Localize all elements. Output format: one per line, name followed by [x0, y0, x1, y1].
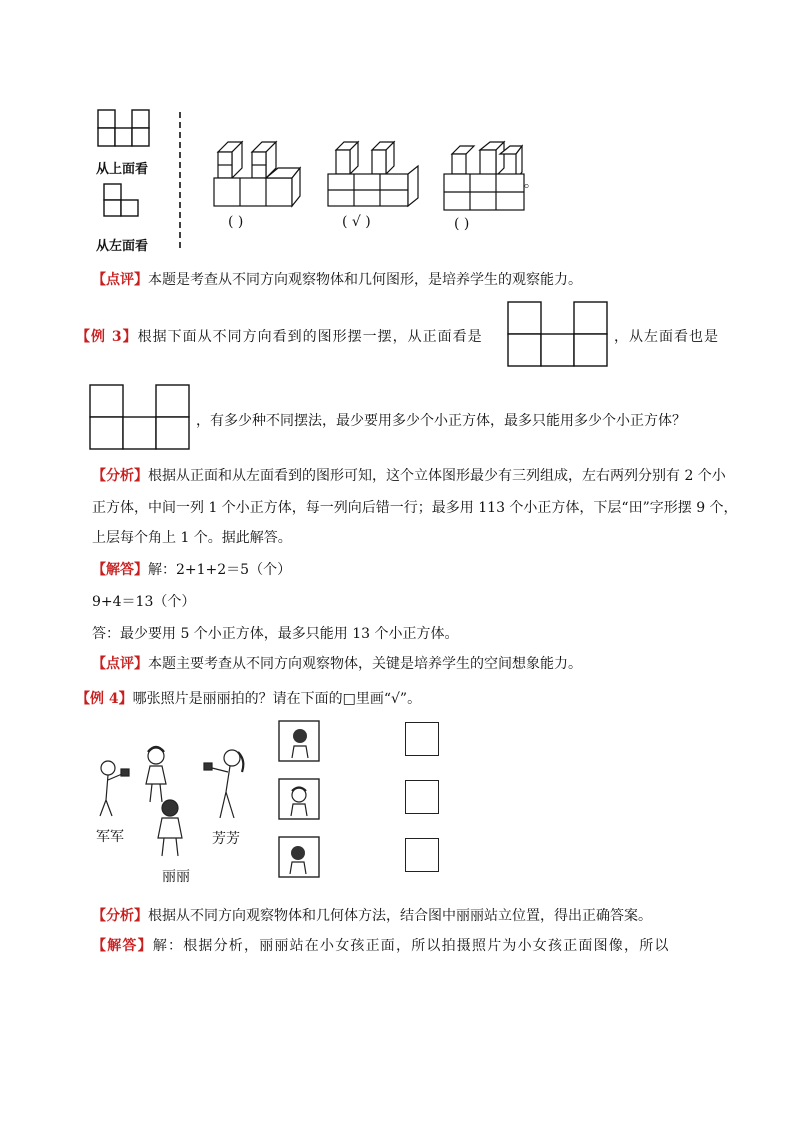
ex3-analysis-line2: 正方体，中间一列 1 个小正方体，每一列向后错一行；最多用 113 个小正方体，下层“田”字形摆 9 个， — [92, 500, 738, 516]
photo-3 — [278, 836, 320, 878]
front-view-grid — [508, 302, 608, 368]
ex3-answer-line1 — [92, 560, 291, 580]
divider-line — [178, 112, 182, 248]
label-junjun: 军军 — [96, 829, 124, 845]
left-view-label: 从左面看 — [96, 239, 149, 254]
ex3-question-part1: 根据下面从不同方向看到的图形摆一摆，从正面看是 — [137, 329, 483, 345]
center-girl-figure — [146, 747, 166, 802]
ex3-answer-line3: 答：最少要用 5 个小正方体，最多只能用 13 个小正方体。 — [92, 626, 459, 642]
answer-tag: 【解答】 — [92, 562, 148, 578]
label-fangfang: 芳芳 — [212, 831, 240, 847]
left-view-grid — [104, 184, 144, 232]
choice-b[interactable]: ( √ ) — [342, 214, 371, 230]
comment-tag: 【点评】 — [92, 656, 148, 672]
ex3-question-part3: ，有多少种不同摆法，最少要用多少个小正方体，最多只能用多少个小正方体？ — [196, 413, 686, 429]
ex4-tag: 【例 4】 — [76, 691, 133, 707]
lili-figure — [158, 800, 182, 856]
cube-shape-a — [208, 132, 308, 216]
comment-tag: 【点评】 — [92, 272, 148, 288]
ex3-answer-line2: 9+4＝13（个） — [92, 594, 196, 610]
ex3-analysis-line3: 上层每个角上 1 个。据此解答。 — [92, 530, 292, 546]
top-view-grid — [98, 110, 152, 150]
left-view-grid-ex3 — [90, 385, 190, 451]
ex4-analysis — [92, 906, 652, 926]
junjun-figure — [100, 761, 129, 816]
ex3-question-part2: ，从左面看也是 — [614, 329, 719, 345]
trailing-period: 。 — [524, 175, 538, 191]
ex3-question-line1 — [76, 326, 483, 346]
children-scene — [92, 738, 262, 874]
label-lili: 丽丽 — [162, 869, 190, 885]
answer-box-3[interactable] — [405, 838, 439, 872]
comment-text: 本题是考查从不同方向观察物体和几何图形，是培养学生的观察能力。 — [148, 272, 582, 288]
choice-a[interactable]: ( ) — [228, 214, 244, 230]
choice-c[interactable]: ( ) — [454, 216, 470, 232]
cube-shape-b — [324, 136, 424, 216]
top-view-label: 从上面看 — [96, 162, 149, 177]
ex3-comment — [92, 654, 582, 674]
analysis-text: 根据从不同方向观察物体和几何体方法，结合图中丽丽站立位置，得出正确答案。 — [148, 908, 652, 924]
analysis-tag: 【分析】 — [92, 468, 148, 484]
answer-box-1[interactable] — [405, 722, 439, 756]
ex3-tag: 【例 3】 — [76, 329, 138, 345]
answer-tag: 【解答】 — [92, 938, 153, 954]
ex4-question — [76, 688, 421, 708]
analysis-text: 根据从正面和从左面看到的图形可知，这个立体图形最少有三列组成，左右两列分别有 2 个小 — [148, 468, 726, 484]
answer-text: 解：2+1+2＝5（个） — [148, 562, 292, 578]
analysis-tag: 【分析】 — [92, 908, 148, 924]
ex3-analysis-line1 — [92, 466, 726, 486]
fangfang-figure — [204, 750, 243, 818]
comment-text: 本题主要考查从不同方向观察物体，关键是培养学生的空间想象能力。 — [148, 656, 582, 672]
ex2-comment — [92, 270, 582, 290]
answer-box-2[interactable] — [405, 780, 439, 814]
photo-2 — [278, 778, 320, 820]
ex4-answer — [92, 936, 670, 956]
answer-text: 解：根据分析，丽丽站在小女孩正面，所以拍摄照片为小女孩正面图像，所以 — [152, 938, 670, 954]
photo-1 — [278, 720, 320, 762]
ex2-figure — [90, 100, 550, 255]
ex4-question-text: 哪张照片是丽丽拍的？请在下面的□里画“√”。 — [132, 691, 422, 707]
